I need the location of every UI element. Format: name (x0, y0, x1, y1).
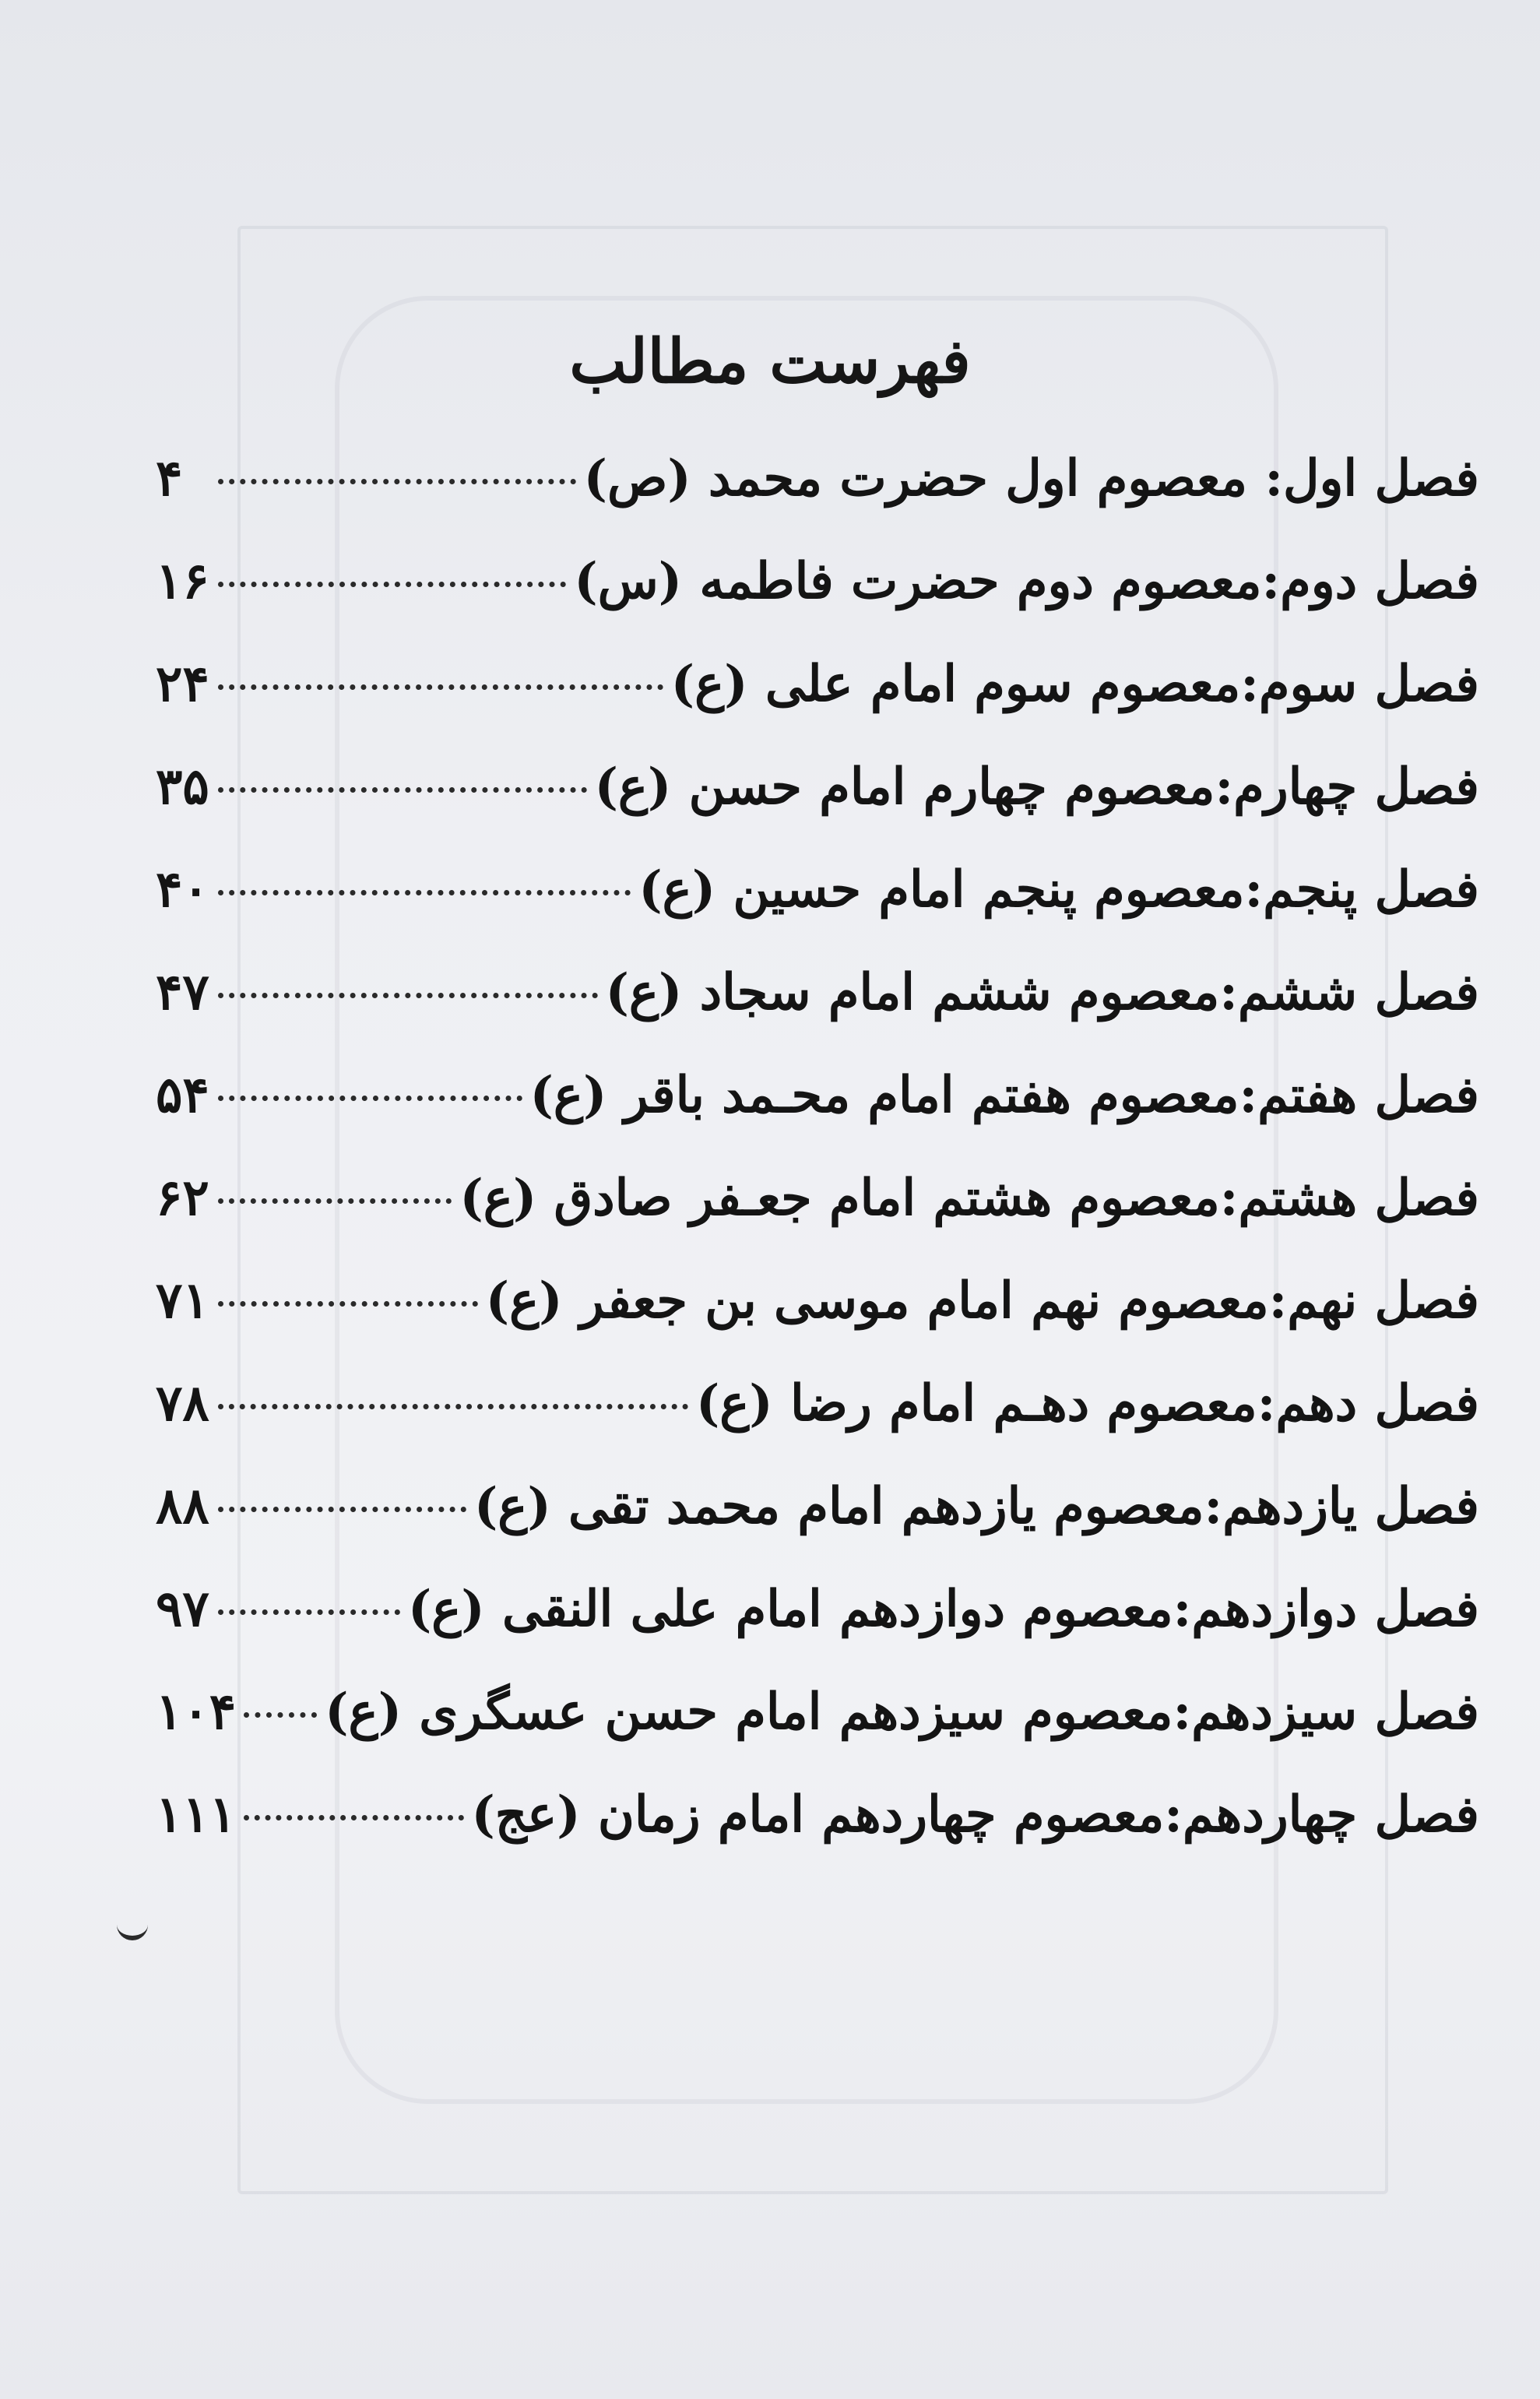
toc-entry-10 (156, 1361, 1479, 1464)
dot-leader (218, 582, 566, 587)
toc-entry-label: فصل چهاردهم:معصوم چهاردهم امام زمان (عج) (471, 1785, 1479, 1844)
toc-entry-8 (156, 1156, 1479, 1258)
dot-leader (218, 1609, 400, 1615)
toc-entry-page: ۱۶ (156, 552, 209, 610)
toc-entry-page: ۴۰ (156, 860, 209, 919)
dot-leader (218, 1198, 452, 1204)
toc-entry-page: ۱۱۱ (156, 1785, 237, 1844)
toc-entry-page: ۱۰۴ (156, 1683, 237, 1741)
toc-entry-page: ۷۸ (156, 1374, 209, 1433)
toc-entry-page: ۳۵ (156, 758, 209, 816)
toc-entry-1 (156, 436, 1479, 539)
toc-entry-2 (156, 539, 1479, 642)
toc-entry-label: فصل هفتم:معصوم هفتم امام محـمد باقر (ع) (529, 1066, 1479, 1124)
dot-leader (218, 993, 598, 998)
toc-entry-label: فصل نهم:معصوم نهم امام موسی بن جعفر (ع) (485, 1272, 1479, 1330)
toc-entry-label: فصل هشتم:معصوم هشتم امام جعـفر صادق (ع) (459, 1169, 1479, 1227)
dot-leader (218, 479, 576, 484)
toc-entry-7 (156, 1053, 1479, 1156)
toc-entry-11 (156, 1464, 1479, 1567)
toc-entry-label: فصل چهارم:معصوم چهارم امام حسن (ع) (594, 758, 1479, 816)
stray-pen-mark (117, 1923, 148, 1940)
toc-entry-page: ۸۸ (156, 1477, 209, 1535)
toc-entry-page: ۹۷ (156, 1580, 209, 1638)
toc-entry-label: فصل دهم:معصوم دهـم امام رضا (ع) (695, 1374, 1479, 1433)
dot-leader (244, 1815, 463, 1820)
dot-leader (218, 684, 663, 690)
toc-entry-page: ۶۲ (156, 1169, 209, 1227)
toc-entry-page: ۷۱ (156, 1272, 209, 1330)
dot-leader (218, 1301, 478, 1307)
toc-entry-label: فصل سیزدهم:معصوم سیزدهم امام حسن عسگری (ع) (325, 1683, 1479, 1741)
toc-entry-label: فصل ششم:معصوم ششم امام سجاد (ع) (605, 963, 1479, 1022)
toc-entry-label: فصل سوم:معصوم سوم امام علی (ع) (670, 655, 1479, 713)
toc-entry-4 (156, 744, 1479, 847)
toc-entry-label: فصل یازدهم:معصوم یازدهم امام محمد تقی (ع) (474, 1477, 1479, 1535)
toc-entry-6 (156, 950, 1479, 1053)
toc-entry-page: ۴۷ (156, 963, 209, 1022)
toc-entry-12 (156, 1567, 1479, 1669)
toc-entry-5 (156, 847, 1479, 950)
page-title: فهرست مطالب (569, 326, 971, 397)
dot-leader (244, 1712, 317, 1718)
toc-entry-14 (156, 1772, 1479, 1875)
dot-leader (218, 787, 587, 793)
toc-entry-page: ۴ (156, 449, 183, 508)
toc-entry-page: ۲۴ (156, 655, 209, 713)
toc-entry-label: فصل پنجم:معصوم پنجم امام حسین (ع) (638, 860, 1479, 919)
dot-leader (218, 1096, 522, 1101)
toc-entry-page: ۵۴ (156, 1066, 209, 1124)
dot-leader (218, 890, 631, 895)
toc-entry-label: فصل اول: معصوم اول حضرت محمد (ص) (583, 449, 1479, 508)
toc-entry-label: فصل دوازدهم:معصوم دوازدهم امام علی النقی (ع) (407, 1580, 1479, 1638)
toc-entry-3 (156, 642, 1479, 744)
toc-entry-9 (156, 1258, 1479, 1361)
toc-entry-label: فصل دوم:معصوم دوم حضرت فاطمه (س) (574, 552, 1479, 610)
toc-entry-13 (156, 1669, 1479, 1772)
dot-leader (218, 1507, 466, 1512)
dot-leader (218, 1404, 688, 1409)
table-of-contents (156, 436, 1479, 1875)
